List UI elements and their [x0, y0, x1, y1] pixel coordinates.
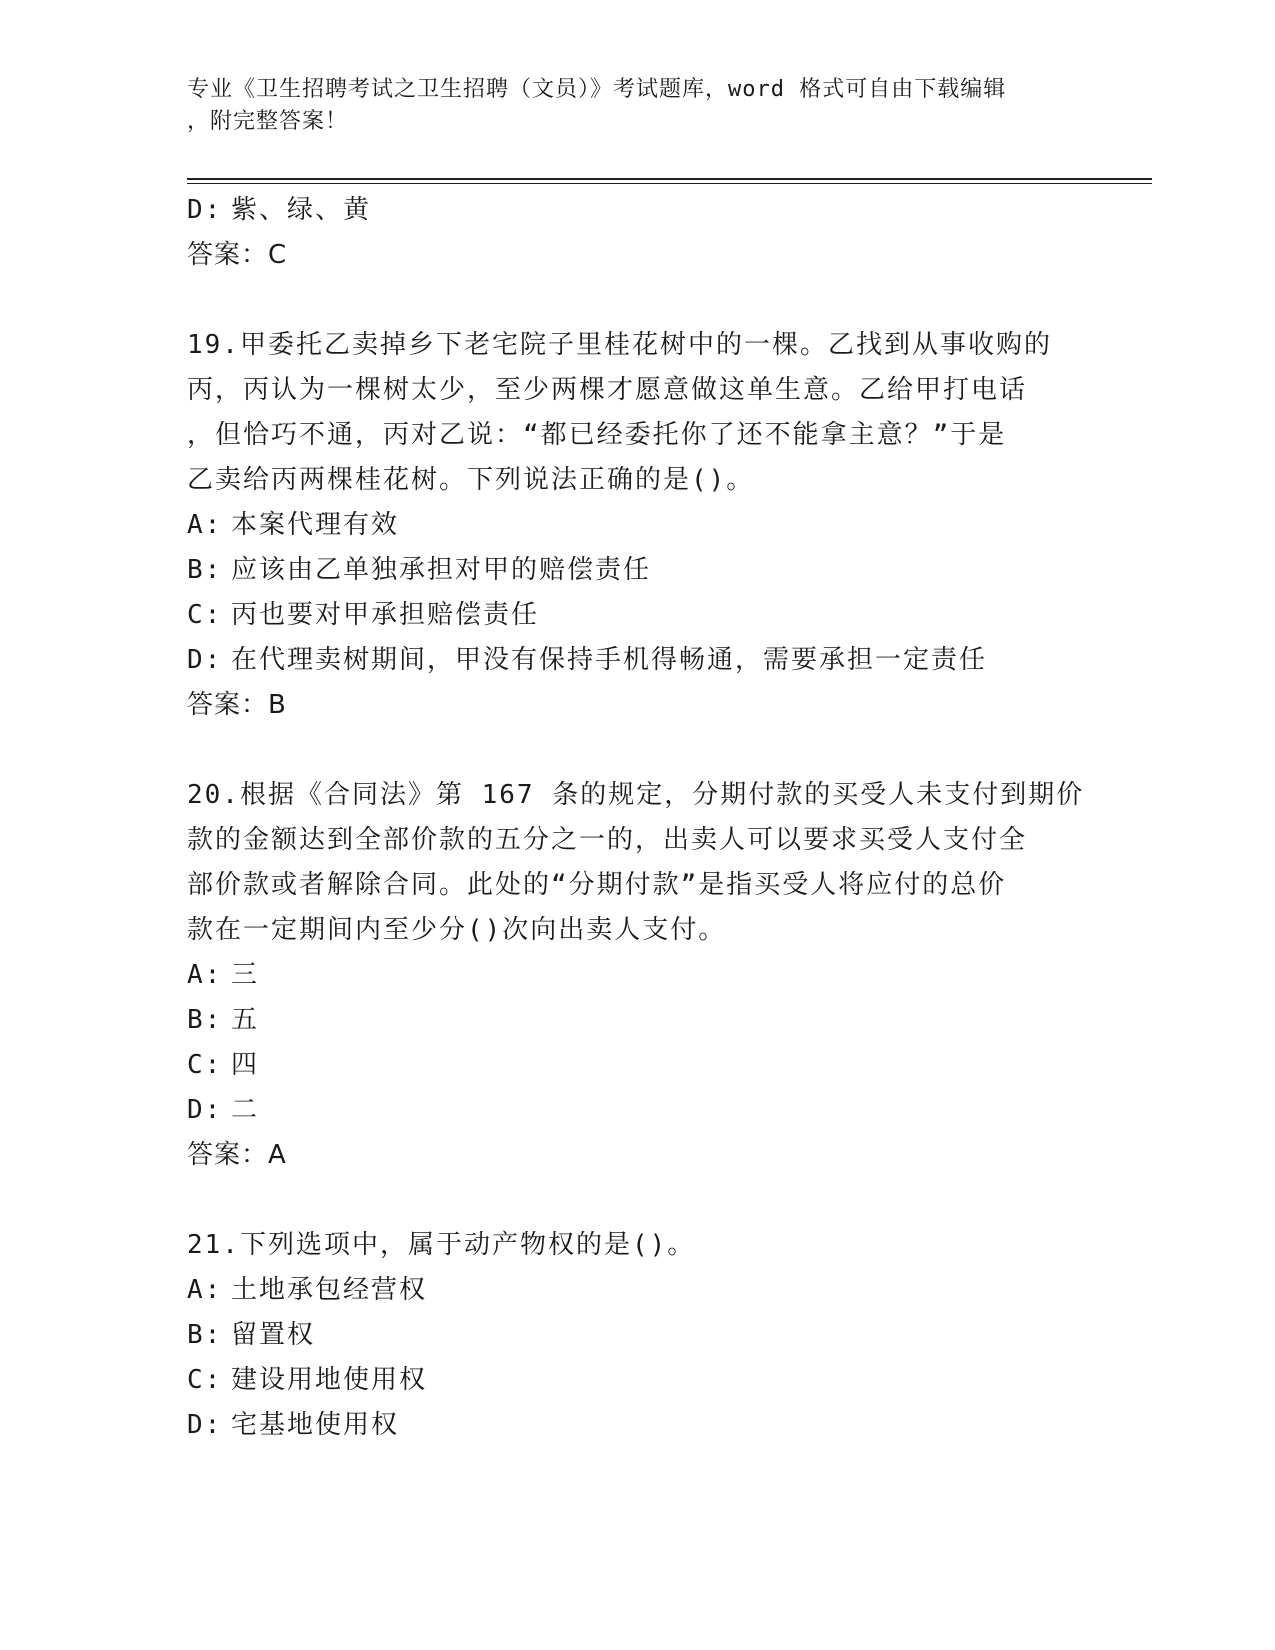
option-label: B: — [187, 555, 223, 585]
question-stem-line: 20.根据《合同法》第 167 条的规定，分期付款的买受人未支付到期价 — [187, 780, 1085, 810]
question-stem-line: ，但恰巧不通，丙对乙说：“都已经委托你了还不能拿主意？”于是 — [187, 420, 1007, 450]
option-label: C: — [187, 600, 223, 630]
option-text: 宅基地使用权 — [231, 1410, 400, 1440]
header-line-2: ，附完整答案！ — [187, 109, 349, 134]
question-stem-line: 乙卖给丙两棵桂花树。下列说法正确的是()。 — [187, 465, 755, 495]
option-label: A: — [187, 510, 223, 540]
option-text: 五 — [231, 1005, 260, 1035]
option-b — [187, 1313, 1087, 1358]
spacer — [187, 278, 1087, 323]
option-text: 四 — [231, 1050, 260, 1080]
option-d — [187, 638, 1087, 683]
option-c — [187, 593, 1087, 638]
answer-line: 答案：A — [187, 1140, 287, 1170]
question-stem-line: 款的金额达到全部价款的五分之一的，出卖人可以要求买受人支付全 — [187, 825, 1028, 855]
question-stem-line: 款在一定期间内至少分()次向出卖人支付。 — [187, 915, 727, 945]
option-label: D: — [187, 645, 223, 675]
spacer — [187, 728, 1087, 773]
option-c — [187, 1043, 1087, 1088]
page-header — [187, 74, 1067, 138]
option-text: 三 — [231, 960, 260, 990]
option-text: 二 — [231, 1095, 260, 1125]
option-text: 在代理卖树期间，甲没有保持手机得畅通，需要承担一定责任 — [231, 645, 988, 675]
question-stem-line: 丙，丙认为一棵树太少，至少两棵才愿意做这单生意。乙给甲打电话 — [187, 375, 1028, 405]
question-content — [187, 188, 1087, 1448]
option-c — [187, 1358, 1087, 1403]
question-stem-line: 21.下列选项中，属于动产物权的是()。 — [187, 1230, 696, 1260]
option-d — [187, 1088, 1087, 1133]
option-text: 本案代理有效 — [231, 510, 400, 540]
option-b — [187, 998, 1087, 1043]
option-text: 建设用地使用权 — [231, 1365, 428, 1395]
spacer — [187, 1178, 1087, 1223]
option-label: D: — [187, 1095, 223, 1125]
option-label: C: — [187, 1050, 223, 1080]
option-a — [187, 1268, 1087, 1313]
question-stem-line: 19.甲委托乙卖掉乡下老宅院子里桂花树中的一棵。乙找到从事收购的 — [187, 330, 1052, 360]
option-a — [187, 503, 1087, 548]
header-line-1: 专业《卫生招聘考试之卫生招聘（文员）》考试题库，word 格式可自由下载编辑 — [187, 77, 1007, 102]
option-text: 土地承包经营权 — [231, 1275, 428, 1305]
option-label: D: — [187, 1410, 223, 1440]
question-21 — [187, 1223, 1087, 1448]
option-label: B: — [187, 1320, 223, 1350]
option-label: C: — [187, 1365, 223, 1395]
question-20 — [187, 773, 1087, 1178]
option-text: 丙也要对甲承担赔偿责任 — [231, 600, 540, 630]
option-text: 应该由乙单独承担对甲的赔偿责任 — [231, 555, 652, 585]
option-d — [187, 188, 1087, 233]
answer-line: 答案：B — [187, 690, 287, 720]
option-text: 紫、绿、黄 — [231, 195, 372, 225]
header-rule-thin — [187, 183, 1152, 184]
question-19 — [187, 323, 1087, 728]
option-a — [187, 953, 1087, 998]
header-rule-thick — [187, 178, 1152, 180]
option-text: 留置权 — [231, 1320, 316, 1350]
option-d — [187, 1403, 1087, 1448]
option-b — [187, 548, 1087, 593]
option-label: D: — [187, 195, 223, 225]
question-stem-line: 部价款或者解除合同。此处的“分期付款”是指买受人将应付的总价 — [187, 870, 1007, 900]
option-label: A: — [187, 960, 223, 990]
answer-line: 答案：C — [187, 240, 288, 270]
option-label: A: — [187, 1275, 223, 1305]
option-label: B: — [187, 1005, 223, 1035]
